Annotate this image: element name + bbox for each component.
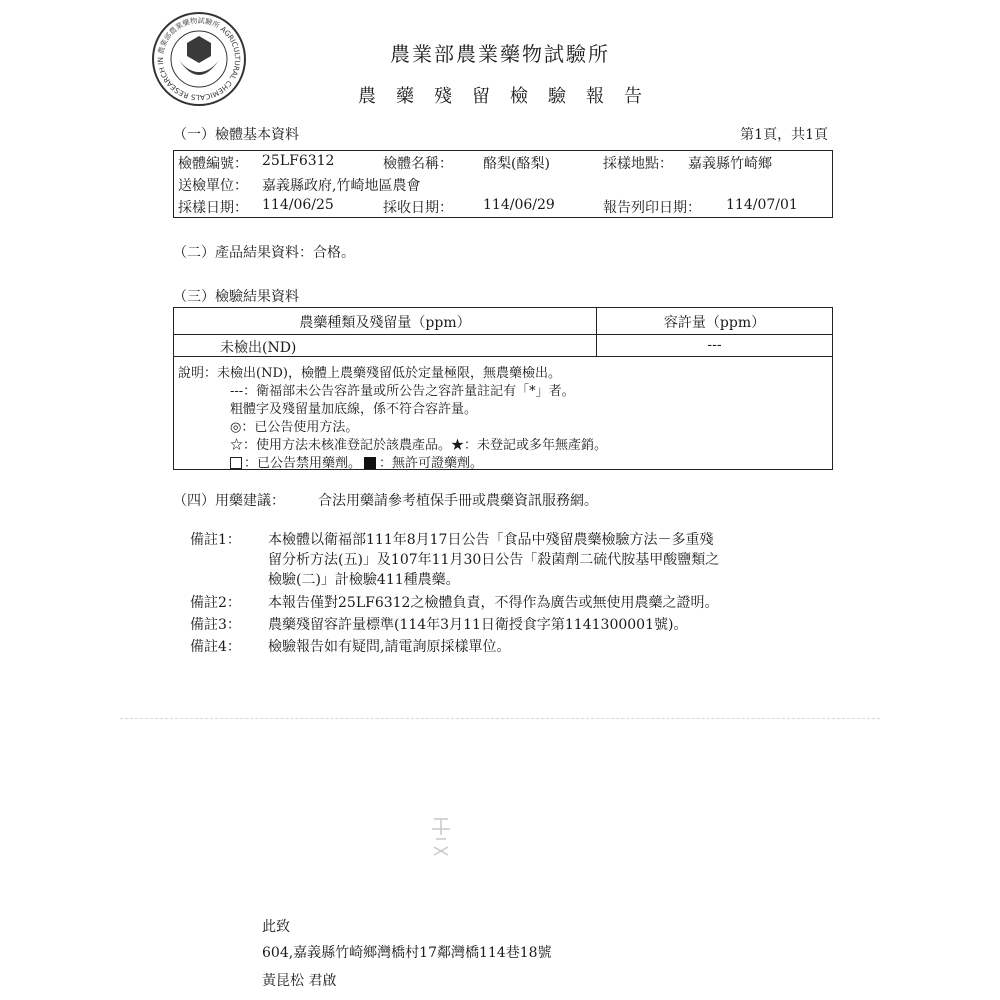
- org-title: 農業部農業藥物試驗所: [390, 42, 610, 66]
- section2-title: （二）產品結果資料：合格。: [173, 245, 355, 261]
- col-header-tolerance: 容許量（ppm）: [663, 315, 766, 331]
- recipient-address: 604,嘉義縣竹崎鄉灣橋村17鄰灣橋114巷18號: [262, 945, 552, 961]
- harvest-date: 114/06/29: [483, 197, 555, 213]
- note-line: [230, 434, 607, 453]
- note-banned: ：已公告禁用藥劑。: [244, 456, 362, 471]
- remark-1-label: 備註1：: [190, 532, 241, 548]
- sample-name: 酪梨(酪梨): [483, 156, 550, 172]
- col-header-pesticide: 農藥種類及殘留量（ppm）: [299, 315, 471, 331]
- result-value: 未檢出(ND): [220, 340, 297, 356]
- note-line: [230, 452, 483, 471]
- remark-3-line: 農藥殘留容許量標準(114年3月11日衛授食字第1141300001號)。: [268, 617, 688, 633]
- harvest-date-label: 採收日期：: [383, 200, 453, 216]
- recipient-name: 黃昆松 君啟: [262, 973, 337, 989]
- remark-2-label: 備註2：: [190, 595, 241, 611]
- remark-4-line: 檢驗報告如有疑問,請電詢原採樣單位。: [268, 639, 511, 655]
- sample-name-label: 檢體名稱：: [383, 156, 453, 172]
- filled-square-icon: [364, 457, 376, 469]
- submitter-label: 送檢單位：: [178, 178, 248, 194]
- tolerance-value: ---: [707, 337, 722, 353]
- location-label: 採樣地點：: [603, 156, 673, 172]
- note-unregistered-use: ☆：使用方法未核准登記於該農產品。: [230, 438, 452, 453]
- note-no-production: ★：未登記或多年無產銷。: [451, 438, 608, 453]
- section3-title: （三）檢驗結果資料: [173, 289, 299, 305]
- sample-no-label: 檢體編號：: [178, 156, 248, 172]
- results-table: [173, 307, 833, 470]
- submitter: 嘉義縣政府,竹崎地區農會: [262, 178, 421, 194]
- remark-4-label: 備註4：: [190, 639, 241, 655]
- section4-text: 合法用藥請參考植保手冊或農藥資訊服務網。: [318, 493, 598, 509]
- note-line: ◎：已公告使用方法。: [230, 420, 359, 435]
- note-unlicensed: ：無許可證藥劑。: [379, 456, 484, 471]
- note-line: 粗體字及殘留量加底線，係不符合容許量。: [230, 402, 478, 417]
- note-line: 說明：未檢出(ND)，檢體上農藥殘留低於定量極限，無農藥檢出。: [178, 366, 561, 381]
- logo-ring-text: 農業部農業藥物試驗所 AGRICULTURAL CHEMICALS RESEARCH IN: [155, 15, 243, 103]
- sampling-date-label: 採樣日期：: [178, 200, 248, 216]
- print-date-label: 報告列印日期：: [603, 200, 701, 216]
- remark-1-line: 留分析方法(五)」及107年11月30日公告「殺菌劑二硫代胺基甲酸鹽類之: [268, 552, 720, 568]
- info-row-3: [178, 195, 828, 217]
- print-date: 114/07/01: [726, 197, 798, 213]
- remark-1-line: 本檢體以衛福部111年8月17日公告「食品中殘留農藥檢驗方法－多重殘: [268, 532, 714, 548]
- note-line: ---：衛福部未公告容許量或所公告之容許量註記有「*」者。: [230, 384, 575, 399]
- report-title: 農藥殘留檢驗報告: [358, 86, 662, 107]
- salutation: 此致: [262, 919, 290, 935]
- sample-no: 25LF6312: [262, 153, 335, 169]
- fold-line: [120, 718, 880, 719]
- info-row-2: [178, 173, 828, 195]
- location: 嘉義縣竹崎鄉: [688, 156, 772, 172]
- sample-info-box: [173, 150, 833, 218]
- empty-square-icon: [230, 457, 242, 469]
- info-row-1: [178, 151, 828, 173]
- faint-stamp: [428, 815, 454, 859]
- sampling-date: 114/06/25: [262, 197, 334, 213]
- remark-3-label: 備註3：: [190, 617, 241, 633]
- remark-2-line: 本報告僅對25LF6312之檢體負責，不得作為廣告或無使用農藥之證明。: [268, 595, 719, 611]
- remark-1-line: 檢驗(二)」計檢驗411種農藥。: [268, 572, 460, 588]
- table-divider: [174, 334, 832, 335]
- section4-label: （四）用藥建議：: [173, 493, 285, 509]
- page-info: 第1頁，共1頁: [740, 127, 828, 143]
- section1-title: （一）檢體基本資料: [173, 127, 299, 143]
